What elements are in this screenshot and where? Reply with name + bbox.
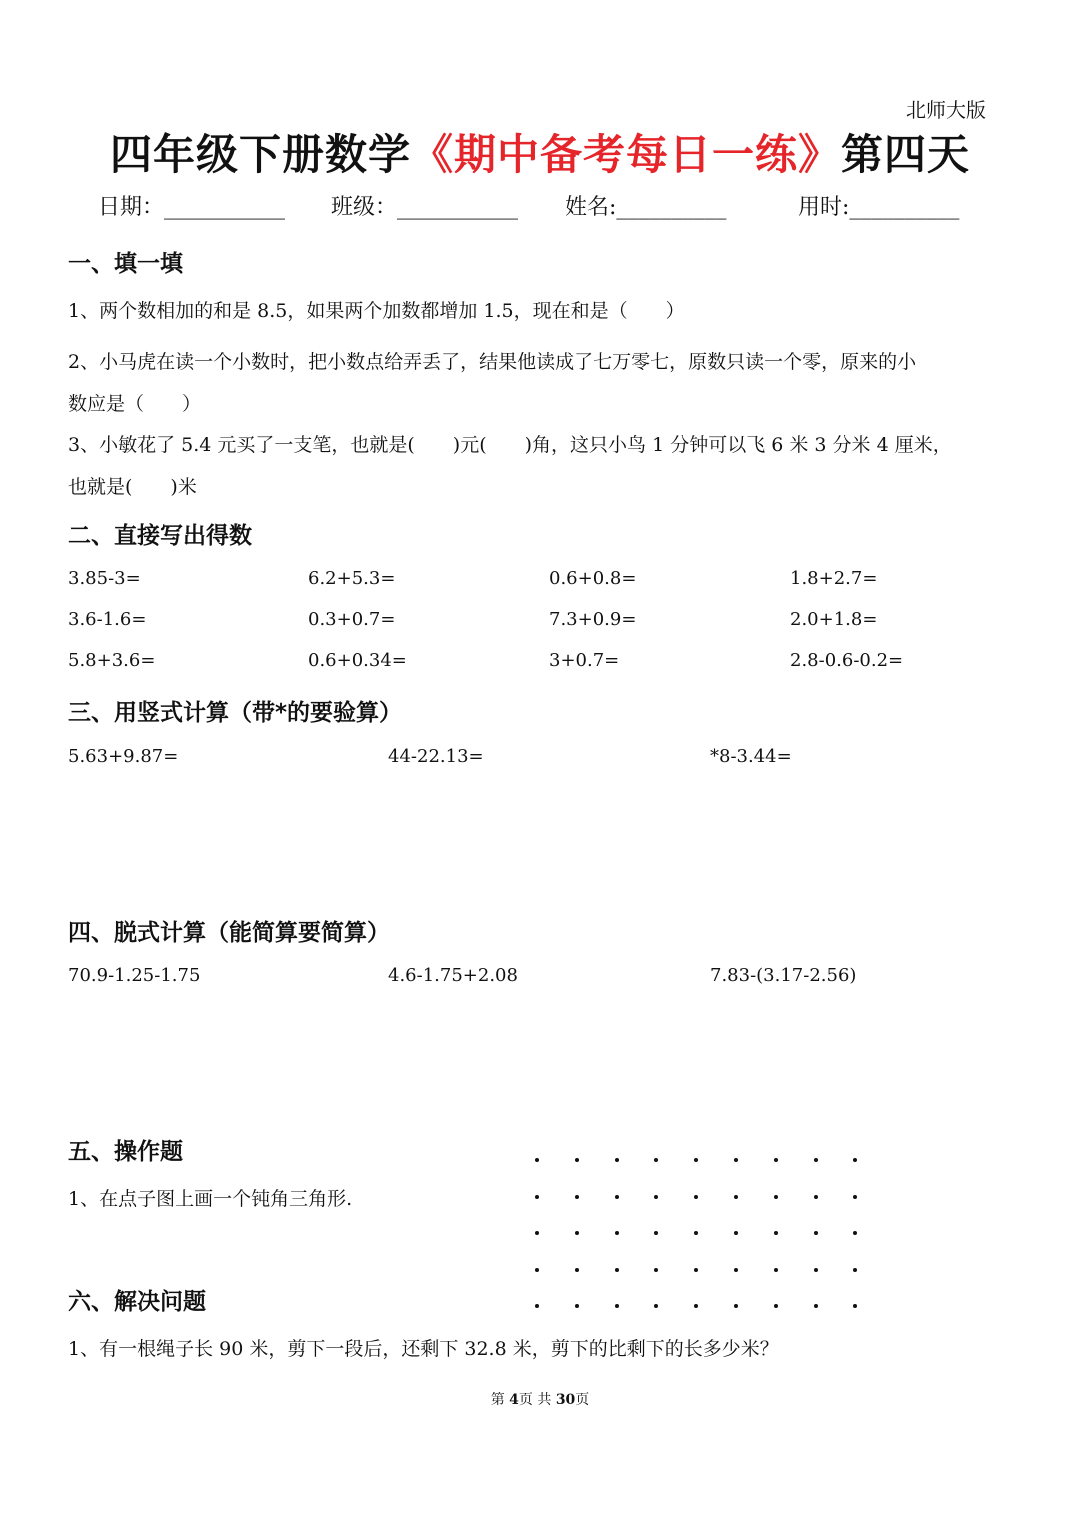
section-1-title: 一、填一填 xyxy=(68,251,183,277)
step-calc-item: 4.6-1.75+2.08 xyxy=(388,965,518,986)
time-blank: __________ xyxy=(849,195,960,220)
grid-dot[interactable] xyxy=(774,1158,778,1162)
calc-item: 3+0.7= xyxy=(549,650,620,671)
grid-dot[interactable] xyxy=(575,1304,579,1308)
grid-dot[interactable] xyxy=(814,1195,818,1199)
date-blank: ___________ xyxy=(164,195,286,220)
edition-label: 北师大版 xyxy=(906,98,986,122)
grid-dot[interactable] xyxy=(615,1158,619,1162)
grid-dot[interactable] xyxy=(615,1304,619,1308)
grid-dot[interactable] xyxy=(853,1195,857,1199)
grid-dot[interactable] xyxy=(694,1268,698,1272)
s1-question-2-line-1: 2、小马虎在读一个小数时，把小数点给弄丢了，结果他读成了七万零七，原数只读一个零，原来的小 xyxy=(68,351,917,373)
vertical-calc-item: 5.63+9.87= xyxy=(68,746,179,767)
grid-dot[interactable] xyxy=(853,1158,857,1162)
s6-question-1: 1、有一根绳子长 90 米，剪下一段后，还剩下 32.8 米，剪下的比剩下的长多少米？ xyxy=(68,1338,779,1360)
grid-dot[interactable] xyxy=(535,1158,539,1162)
class-blank: ___________ xyxy=(397,195,519,220)
grid-dot[interactable] xyxy=(535,1231,539,1235)
grid-dot[interactable] xyxy=(654,1158,658,1162)
vertical-calc-item: 44-22.13= xyxy=(388,746,484,767)
calc-item: 0.6+0.8= xyxy=(549,568,637,589)
grid-dot[interactable] xyxy=(734,1304,738,1308)
s1-question-3-line-2: 也就是( )米 xyxy=(68,476,197,498)
s5-question-1: 1、在点子图上画一个钝角三角形. xyxy=(68,1188,353,1210)
calc-item: 0.6+0.34= xyxy=(308,650,407,671)
grid-dot[interactable] xyxy=(734,1158,738,1162)
title-red-part: 《期中备考每日一练》 xyxy=(410,130,841,179)
grid-dot[interactable] xyxy=(814,1304,818,1308)
grid-dot[interactable] xyxy=(853,1304,857,1308)
s1-question-3-line-1: 3、小敏花了 5.4 元买了一支笔，也就是( )元( )角，这只小鸟 1 分钟可以飞 6 米 3 分米 4 厘米， xyxy=(68,434,952,456)
s1-question-1: 1、两个数相加的和是 8.5，如果两个加数都增加 1.5，现在和是（ ） xyxy=(68,300,685,322)
date-label: 日期： xyxy=(98,195,165,220)
section-4-title: 四、脱式计算（能简算要简算） xyxy=(68,920,390,946)
name-blank: __________ xyxy=(616,195,727,220)
name-field[interactable] xyxy=(565,190,726,221)
footer-page-number: 4 xyxy=(509,1392,519,1408)
calc-item: 1.8+2.7= xyxy=(790,568,878,589)
grid-dot[interactable] xyxy=(814,1158,818,1162)
grid-dot[interactable] xyxy=(615,1231,619,1235)
grid-dot[interactable] xyxy=(774,1231,778,1235)
grid-dot[interactable] xyxy=(853,1231,857,1235)
calc-item: 3.6-1.6= xyxy=(68,609,147,630)
grid-dot[interactable] xyxy=(814,1268,818,1272)
grid-dot[interactable] xyxy=(734,1231,738,1235)
title-part-2: 第四天 xyxy=(841,130,971,179)
class-label: 班级： xyxy=(331,195,398,220)
time-field[interactable] xyxy=(798,190,959,221)
grid-dot[interactable] xyxy=(774,1304,778,1308)
section-2-title: 二、直接写出得数 xyxy=(68,523,252,549)
calc-item: 6.2+5.3= xyxy=(308,568,396,589)
grid-dot[interactable] xyxy=(694,1304,698,1308)
grid-dot[interactable] xyxy=(853,1268,857,1272)
date-field[interactable] xyxy=(98,190,285,221)
title-part-1: 四年级下册数学 xyxy=(109,130,411,179)
section-6-title: 六、解决问题 xyxy=(68,1289,206,1315)
footer-total-pages: 30 xyxy=(555,1392,576,1408)
grid-dot[interactable] xyxy=(734,1268,738,1272)
grid-dot[interactable] xyxy=(615,1268,619,1272)
footer-suffix: 页 xyxy=(575,1392,590,1408)
page-title xyxy=(0,122,1080,182)
calc-item: 2.0+1.8= xyxy=(790,609,878,630)
grid-dot[interactable] xyxy=(654,1268,658,1272)
grid-dot[interactable] xyxy=(774,1268,778,1272)
grid-dot[interactable] xyxy=(575,1158,579,1162)
step-calc-item: 70.9-1.25-1.75 xyxy=(68,965,201,986)
grid-dot[interactable] xyxy=(535,1268,539,1272)
page-footer xyxy=(0,1389,1080,1409)
grid-dot[interactable] xyxy=(575,1268,579,1272)
section-3-title: 三、用竖式计算（带*的要验算） xyxy=(68,700,403,726)
grid-dot[interactable] xyxy=(694,1231,698,1235)
grid-dot[interactable] xyxy=(575,1231,579,1235)
footer-middle: 页 共 xyxy=(518,1392,556,1408)
time-label: 用时: xyxy=(798,195,850,220)
calc-item: 5.8+3.6= xyxy=(68,650,156,671)
step-calc-item: 7.83-(3.17-2.56) xyxy=(710,965,857,986)
calc-item: 0.3+0.7= xyxy=(308,609,396,630)
grid-dot[interactable] xyxy=(575,1195,579,1199)
calc-item: 2.8-0.6-0.2= xyxy=(790,650,904,671)
section-5-title: 五、操作题 xyxy=(68,1139,183,1165)
footer-prefix: 第 xyxy=(490,1392,510,1408)
s1-question-2-line-2: 数应是（ ） xyxy=(68,393,202,415)
grid-dot[interactable] xyxy=(615,1195,619,1199)
grid-dot[interactable] xyxy=(654,1195,658,1199)
grid-dot[interactable] xyxy=(694,1158,698,1162)
grid-dot[interactable] xyxy=(535,1195,539,1199)
grid-dot[interactable] xyxy=(774,1195,778,1199)
grid-dot[interactable] xyxy=(654,1231,658,1235)
grid-dot[interactable] xyxy=(654,1304,658,1308)
name-label: 姓名: xyxy=(565,195,617,220)
grid-dot[interactable] xyxy=(694,1195,698,1199)
grid-dot[interactable] xyxy=(535,1304,539,1308)
vertical-calc-item: *8-3.44= xyxy=(710,746,792,767)
calc-item: 7.3+0.9= xyxy=(549,609,637,630)
grid-dot[interactable] xyxy=(734,1195,738,1199)
class-field[interactable] xyxy=(331,190,518,221)
calc-item: 3.85-3= xyxy=(68,568,141,589)
grid-dot[interactable] xyxy=(814,1231,818,1235)
